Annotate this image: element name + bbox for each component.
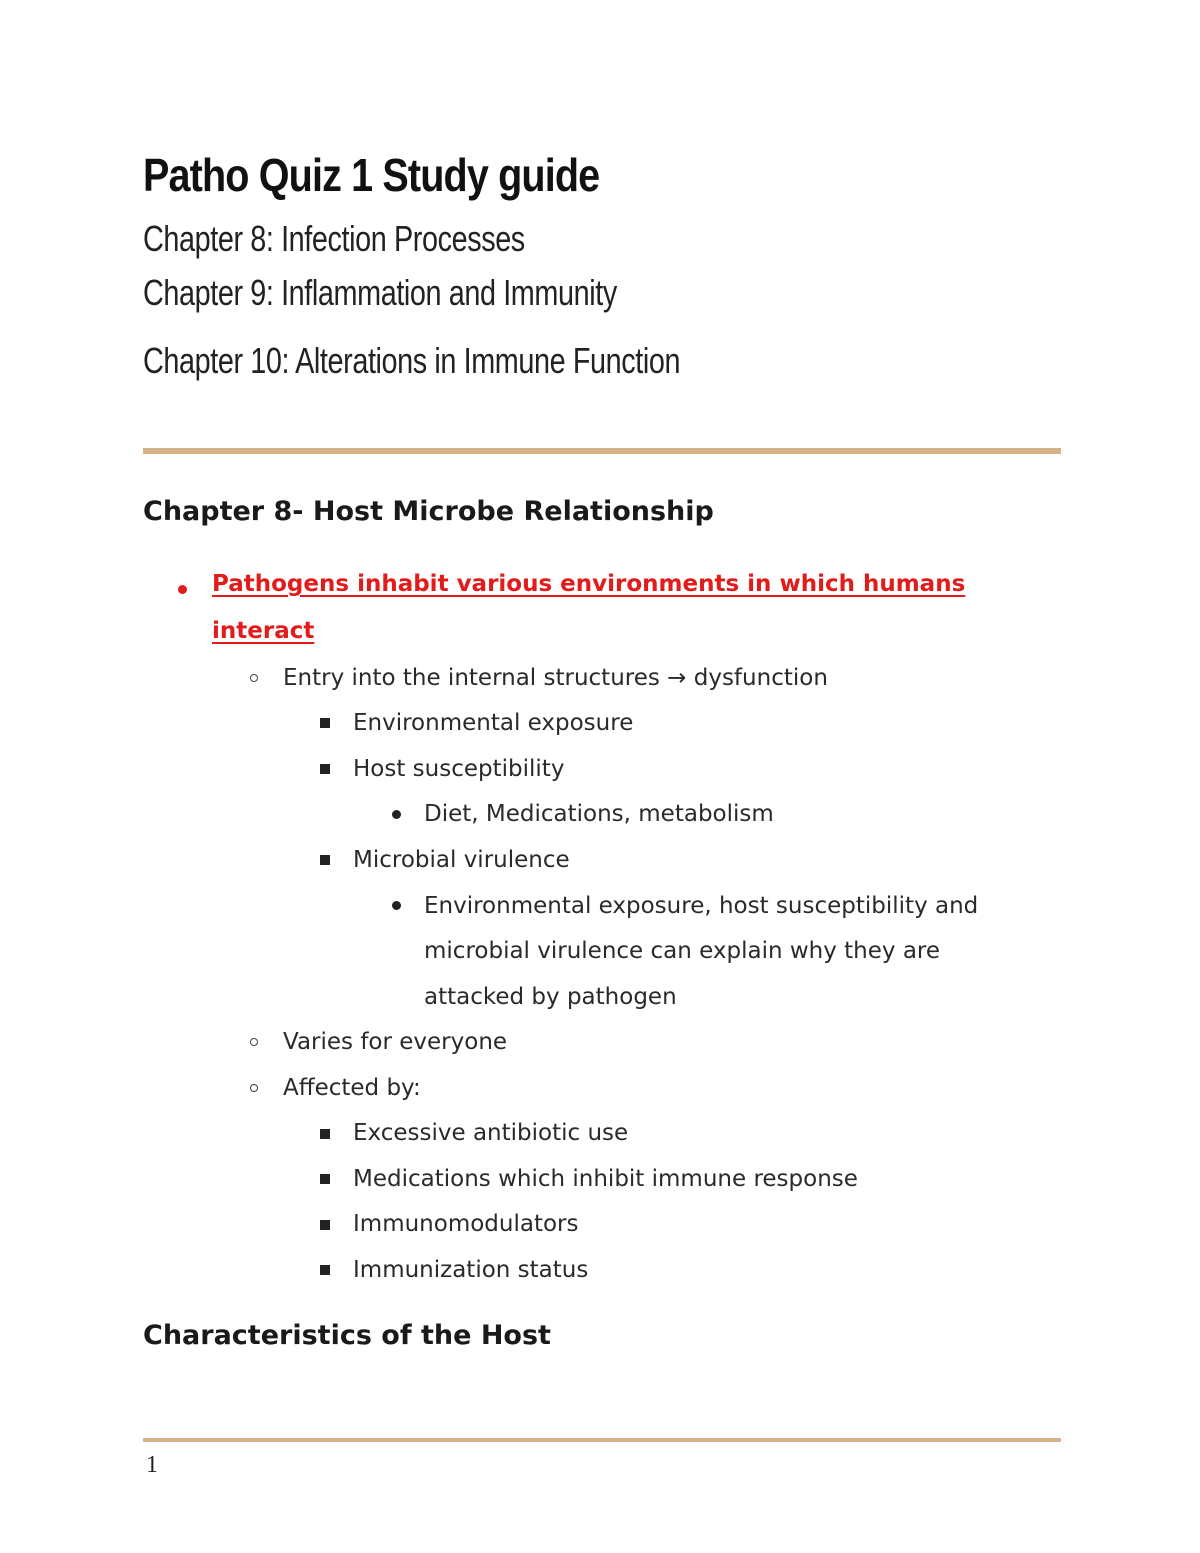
footer-divider xyxy=(143,1438,1061,1442)
bullet-dot-icon xyxy=(392,810,401,819)
bullet-square-icon xyxy=(320,1129,330,1139)
bullet-circle-icon xyxy=(250,674,258,682)
list-item: Excessive antibiotic use xyxy=(353,1120,629,1146)
bullet-square-icon xyxy=(320,855,330,865)
section-heading: Characteristics of the Host xyxy=(143,1320,551,1351)
list-item-continuation: microbial virulence can explain why they are xyxy=(424,938,941,964)
list-item: Medications which inhibit immune response xyxy=(353,1166,858,1192)
list-item: Immunomodulators xyxy=(353,1211,579,1237)
list-item: Microbial virulence xyxy=(353,847,570,873)
bullet-circle-icon xyxy=(250,1084,258,1092)
subtitle-chapter-10: Chapter 10: Alterations in Immune Function xyxy=(143,340,681,381)
bullet-square-icon xyxy=(320,1265,330,1275)
page-number: 1 xyxy=(146,1452,158,1478)
subtitle-chapter-8: Chapter 8: Infection Processes xyxy=(143,218,525,259)
bullet-square-icon xyxy=(320,718,330,728)
main-point-line-2: interact xyxy=(212,618,315,644)
bullet-square-icon xyxy=(320,1174,330,1184)
main-point-line-1: Pathogens inhabit various environments in which humans xyxy=(212,571,966,597)
list-item: Varies for everyone xyxy=(283,1029,508,1055)
bullet-dot-icon xyxy=(392,901,401,910)
list-item: Entry into the internal structures → dysfunction xyxy=(283,665,828,691)
list-item: Immunization status xyxy=(353,1257,589,1283)
list-item-continuation: attacked by pathogen xyxy=(424,984,677,1010)
list-item: Affected by: xyxy=(283,1075,421,1101)
horizontal-divider xyxy=(143,448,1061,454)
bullet-square-icon xyxy=(320,1220,330,1230)
bullet-square-icon xyxy=(320,764,330,774)
section-heading: Chapter 8- Host Microbe Relationship xyxy=(143,496,714,527)
bullet-circle-icon xyxy=(250,1038,258,1046)
subtitle-chapter-9: Chapter 9: Inflammation and Immunity xyxy=(143,272,617,313)
list-item: Diet, Medications, metabolism xyxy=(424,801,774,827)
list-item: Environmental exposure, host susceptibility and xyxy=(424,893,979,919)
document-title: Patho Quiz 1 Study guide xyxy=(143,149,600,201)
list-item: Environmental exposure xyxy=(353,710,634,736)
list-item: Host susceptibility xyxy=(353,756,565,782)
bullet-dot-icon xyxy=(178,585,187,594)
